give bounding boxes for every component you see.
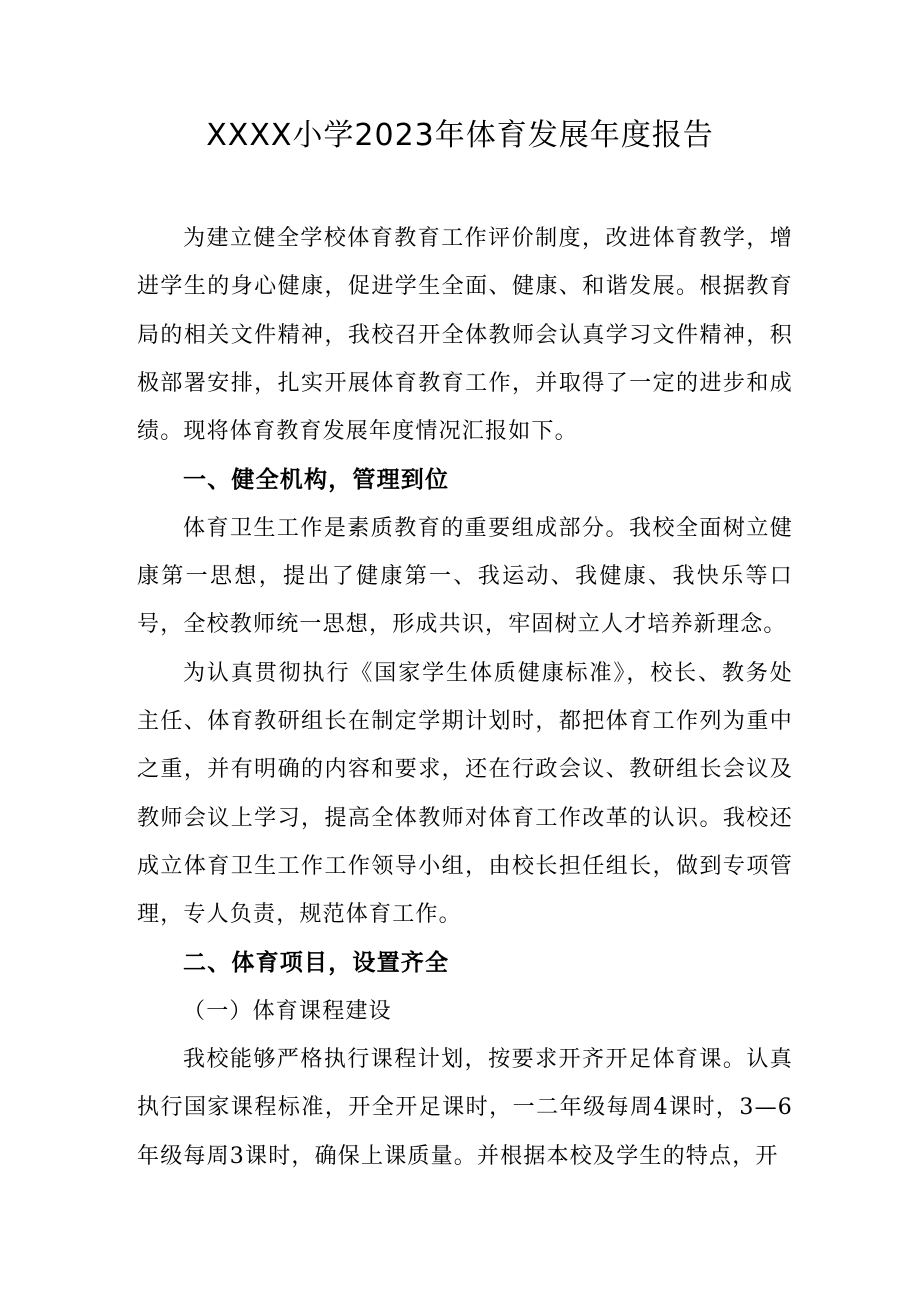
section-1-heading: 一、健全机构，管理到位: [183, 467, 450, 494]
section-2-heading: 二、体育项目，设置齐全: [183, 950, 450, 977]
document-body: [137, 215, 793, 1181]
intro-paragraph: 为建立健全学校体育教育工作评价制度，改进体育教学，增进学生的身心健康，促进学生全面、健康、和谐发展。根据教育局的相关文件精神，我校召开全体教师会认真学习文件精神，积极部署安排，扎实开展体育教育工作，并取得了一定的进步和成绩。现将体育教育发展年度情况汇报如下。: [137, 226, 793, 445]
section-1-paragraph-1: 体育卫生工作是素质教育的重要组成部分。我校全面树立健康第一思想，提出了健康第一、我运动、我健康、我快乐等口号，全校教师统一思想，形成共识，牢固树立人才培养新理念。: [137, 515, 793, 638]
document-title: XXXX小学2023年体育发展年度报告: [206, 118, 714, 153]
section-2-subheading-1: （一）体育课程建设: [183, 998, 392, 1024]
section-1-paragraph-2: 为认真贯彻执行《国家学生体质健康标准》，校长、教务处主任、体育教研组长在制定学期计划时，都把体育工作列为重中之重，并有明确的内容和要求，还在行政会议、教研组长会议及教师会议上学习，提高全体教师对体育工作改革的认识。我校还成立体育卫生工作工作领导小组，由校长担任组长，做到专项管理，专人负责，规范体育工作。: [137, 660, 793, 928]
section-2-paragraph-1: 我校能够严格执行课程计划，按要求开齐开足体育课。认真执行国家课程标准，开全开足课时，一二年级每周4课时，3—6年级每周3课时，确保上课质量。并根据本校及学生的特点，开: [137, 1047, 793, 1169]
